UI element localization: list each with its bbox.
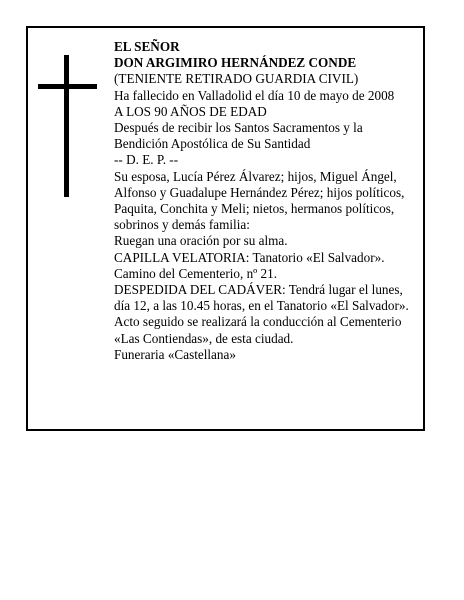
notice-line: A LOS 90 AÑOS DE EDAD (114, 103, 267, 119)
notice-line: (TENIENTE RETIRADO GUARDIA CIVIL) (114, 71, 359, 87)
notice-line: Acto seguido se realizará la conducción al Cementerio (114, 314, 402, 330)
cross-horizontal-bar (38, 84, 97, 89)
notice-line: Su esposa, Lucía Pérez Álvarez; hijos, Miguel Ángel, (114, 168, 397, 184)
notice-line: Bendición Apostólica de Su Santidad (114, 136, 311, 152)
notice-line: Alfonso y Guadalupe Hernández Pérez; hijos políticos, (114, 184, 405, 200)
notice-line: Paquita, Conchita y Meli; nietos, hermanos políticos, (114, 201, 395, 217)
cross-vertical-bar (64, 55, 69, 197)
notice-line: Ha fallecido en Valladolid el día 10 de mayo de 2008 (114, 87, 395, 103)
notice-line: «Las Contiendas», de esta ciudad. (114, 330, 294, 346)
notice-line: EL SEÑOR (114, 39, 180, 54)
notice-line: DON ARGIMIRO HERNÁNDEZ CONDE (114, 55, 357, 71)
notice-line: Después de recibir los Santos Sacramentos y la (114, 120, 363, 136)
notice-line: -- D. E. P. -- (114, 152, 179, 168)
notice-line: Funeraria «Castellana» (114, 346, 236, 362)
notice-line: CAPILLA VELATORIA: Tanatorio «El Salvador». (114, 249, 385, 265)
notice-line: día 12, a las 10.45 horas, en el Tanatorio «El Salvador». (114, 298, 409, 314)
notice-line: DESPEDIDA DEL CADÁVER: Tendrá lugar el lunes, (114, 282, 403, 298)
notice-line: sobrinos y demás familia: (114, 217, 250, 233)
notice-line: Camino del Cementerio, nº 21. (114, 265, 278, 281)
obituary-text (114, 39, 424, 363)
notice-line: Ruegan una oración por su alma. (114, 233, 288, 249)
